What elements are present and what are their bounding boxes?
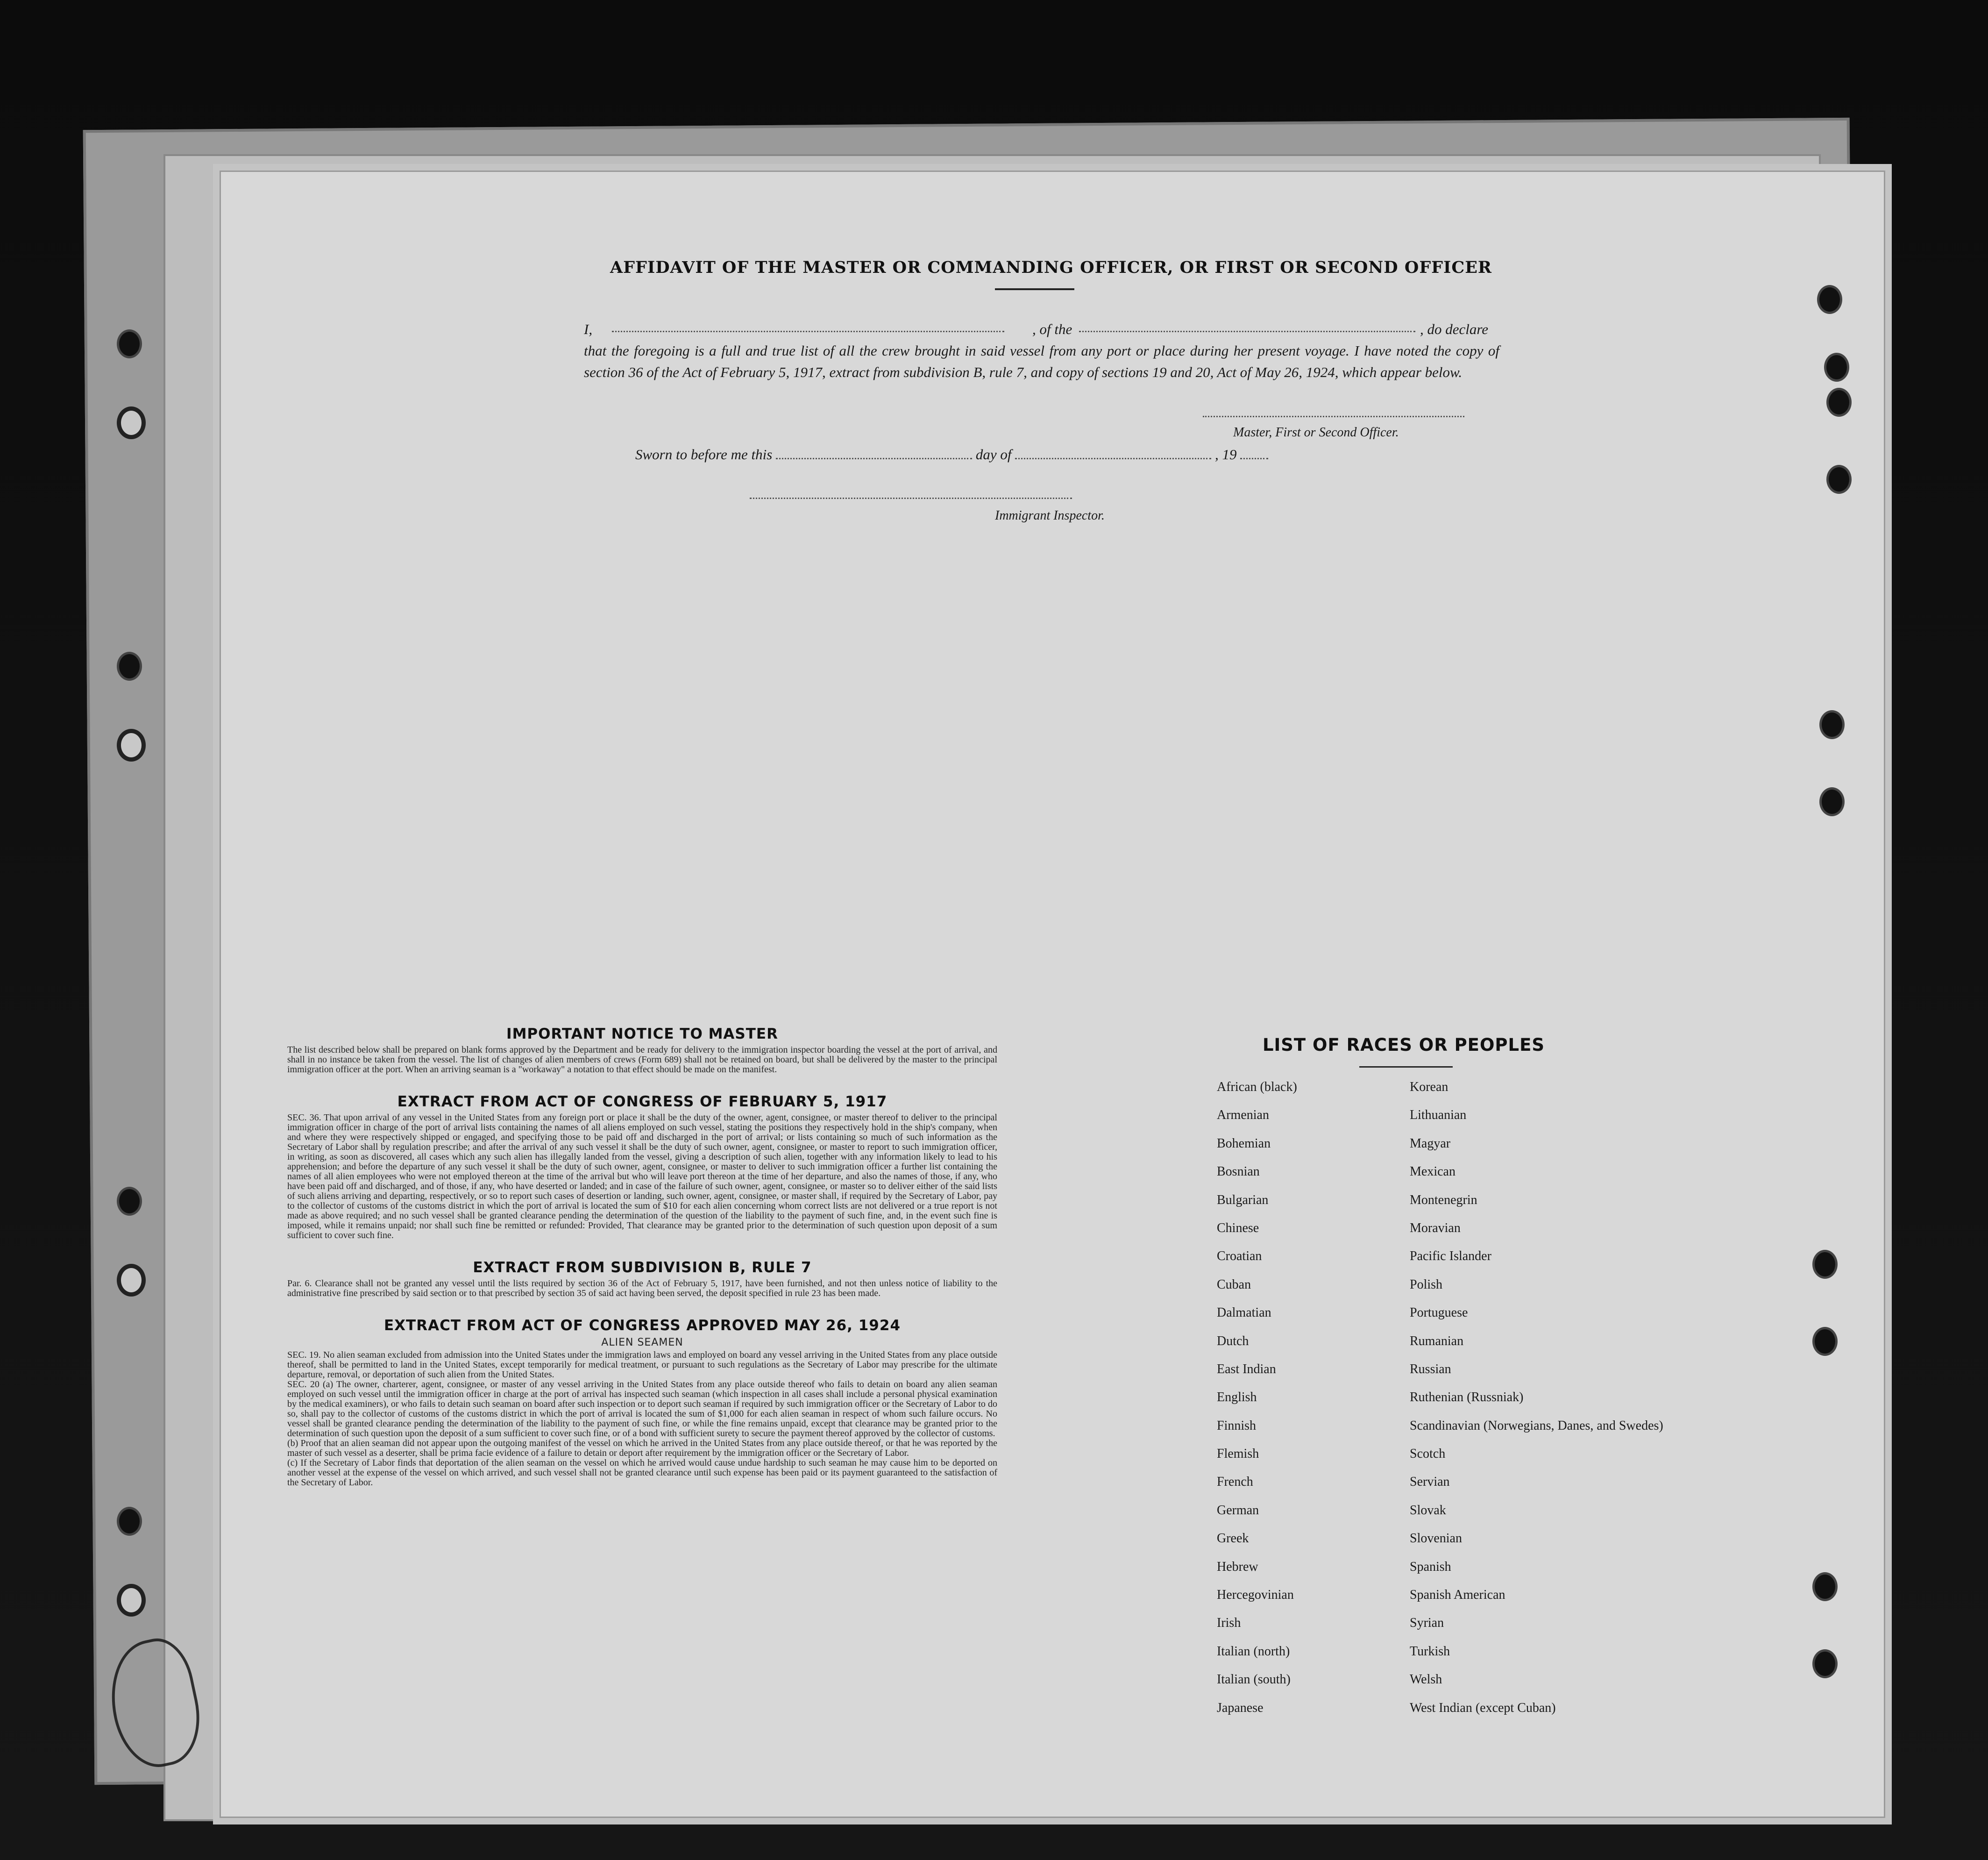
race-item: Italian (south) — [1217, 1672, 1291, 1687]
race-item: Pacific Islander — [1410, 1249, 1491, 1264]
race-item: Moravian — [1410, 1220, 1461, 1235]
of-the-label: , of the — [1032, 321, 1072, 337]
day-of-label: day of — [975, 446, 1012, 463]
race-item: Montenegrin — [1410, 1192, 1477, 1207]
extract-1924-sec20c: (c) If the Secretary of Labor finds that deportation of the alien seaman on the vessel on which he arrived would cause undue hardship to such seaman he may cause him to be deported on another vessel at the expense of the vessel on which arrived, and such vessel shall not be granted clearance until such expense has been paid or its payment guaranteed to the satisfaction of the Secretary of Labor. — [287, 1458, 997, 1488]
race-item: Hercegovinian — [1217, 1588, 1294, 1603]
races-underline — [1359, 1066, 1453, 1068]
race-item: Italian (north) — [1217, 1644, 1290, 1659]
extract-1917-title: EXTRACT FROM ACT OF CONGRESS OF FEBRUARY 5, 1917 — [397, 1093, 888, 1110]
extract-1924-subtitle: ALIEN SEAMEN — [601, 1337, 683, 1348]
notices-column — [287, 1026, 997, 1488]
affidavit-body: that the foregoing is a full and true list of all the crew brought in said vessel from any port or place during her present voyage. I have noted the copy of section 36 of the Act of February 5, 1917, extract from subdivision B, rule 7, and copy of sections 19 and 20, Act of May 26, 1924, which appear below. — [584, 342, 1499, 380]
race-item: Greek — [1217, 1531, 1249, 1546]
race-item: Spanish American — [1410, 1588, 1505, 1603]
race-item: West Indian (except Cuban) — [1410, 1700, 1556, 1715]
race-item: Japanese — [1217, 1700, 1264, 1715]
notice-title: IMPORTANT NOTICE TO MASTER — [506, 1026, 778, 1042]
inspector-signature-line[interactable] — [750, 498, 1072, 499]
race-item: Croatian — [1217, 1249, 1262, 1264]
sworn-line — [635, 446, 1268, 463]
declaration-line — [584, 319, 1499, 340]
extract-rule7-title: EXTRACT FROM SUBDIVISION B, RULE 7 — [473, 1259, 812, 1276]
extract-1924-sec19: SEC. 19. No alien seaman excluded from admission into the United States under the immigration laws and employed on board any vessel arriving in the United States from any place outside thereof, shall be permitted to land in the United States, except temporarily for medical treatment, or pursuant to such regulations as the Secretary of Labor may prescribe for the ultimate departure, removal, or deportation of such alien from the United States. — [287, 1350, 997, 1380]
i-label: I, — [584, 321, 593, 337]
title-underline — [995, 288, 1074, 290]
race-item: Korean — [1410, 1080, 1448, 1094]
race-item: Bulgarian — [1217, 1192, 1269, 1207]
race-item: Scotch — [1410, 1447, 1446, 1461]
extract-1917-body: SEC. 36. That upon arrival of any vessel in the United States from any foreign port or place it shall be the duty of the owner, agent, consignee, or master thereof to deliver to the principal immigration officer in charge of the port of arrival lists containing the names of all aliens employed on such vessel, stating the positions they respectively hold in the ship's company, when and where they were respectively shipped or engaged, and specifying those to be paid off and discharged in the port of arrival; or lists containing so much of such information as the Secretary of Labor shall by regulation prescribe; and after the arrival of any such vessel it shall be the duty of such owner, agent, consignee, or master to report to such immigration officer, in writing, as soon as discovered, all cases which any such alien has illegally landed from the vessel, giving a description of such alien, together with any information likely to lead to his apprehension; and before the departure of any such vessel it shall be the duty of such owner, agent, consignee, or master to deliver to such immigration officer a further list containing the names of all alien employees who were not employed thereon at the time of the arrival but who will leave port thereon at the time of her departure, and also the names of those, if any, who have been paid off and discharged, and of those, if any, who have deserted or landed; and in case of the failure of such owner, agent, consignee, or master so to deliver either of the said lists of such aliens arriving and departing, respectively, or so to report such cases of desertion or landing, such owner, agent, consignee, or master shall, if required by the Secretary of Labor, pay to the collector of customs of the customs district in which the port of arrival is located the sum of $10 for each alien concerning whom correct lists are not delivered or a true report is not made as above required; and no such vessel shall be granted clearance pending the determination of the question of the liability to the payment of such fine, and, in the event such fine is imposed, while it remains unpaid; nor shall such fine be remitted or refunded: Provided, That clearance may be granted prior to the determination of such question upon deposit of a sum sufficient to cover such fine. — [287, 1112, 997, 1240]
sworn-year-field[interactable] — [1240, 448, 1268, 459]
race-item: Mexican — [1410, 1164, 1456, 1179]
race-item: Rumanian — [1410, 1333, 1464, 1348]
race-item: Magyar — [1410, 1136, 1451, 1151]
race-item: German — [1217, 1503, 1259, 1518]
race-item: Scandinavian (Norwegians, Danes, and Swedes) — [1410, 1418, 1663, 1433]
race-item: Slovenian — [1410, 1531, 1462, 1546]
notice-body: The list described below shall be prepared on blank forms approved by the Department and be ready for delivery to the immigration inspector boarding the vessel at the port of arrival, and shall in no instance be taken from the vessel. The list of changes of alien members of crews (Form 689) shall not be retained on board, but shall be delivered by the master to the principal immigration officer at the port. When an arriving seaman is a "workaway" a notation to that effect should be made on the manifest. — [287, 1045, 997, 1075]
races-column-2 — [1410, 1080, 1671, 1729]
inspector-label: Immigrant Inspector. — [995, 508, 1105, 523]
race-item: East Indian — [1217, 1361, 1276, 1376]
races-title: LIST OF RACES OR PEOPLES — [1262, 1035, 1545, 1055]
race-item: Welsh — [1410, 1672, 1442, 1687]
affidavit-title: AFFIDAVIT OF THE MASTER OR COMMANDING OFFICER, OR FIRST OR SECOND OFFICER — [610, 258, 1492, 277]
sworn-prefix: Sworn to before me this — [635, 446, 773, 463]
race-item: Slovak — [1410, 1503, 1446, 1518]
race-item: Chinese — [1217, 1220, 1259, 1235]
race-item: Finnish — [1217, 1418, 1257, 1433]
do-declare-label: , do declare — [1420, 321, 1489, 337]
race-item: Cuban — [1217, 1277, 1251, 1292]
sworn-month-field[interactable] — [1015, 448, 1211, 459]
race-item: Dalmatian — [1217, 1305, 1271, 1320]
race-item: Flemish — [1217, 1447, 1259, 1461]
affidavit-block — [584, 319, 1499, 383]
race-item: Ruthenian (Russniak) — [1410, 1390, 1524, 1405]
race-item: French — [1217, 1475, 1253, 1489]
signature-label: Master, First or Second Officer. — [1233, 425, 1399, 440]
race-item: Servian — [1410, 1475, 1450, 1489]
race-item: Bohemian — [1217, 1136, 1271, 1151]
race-item: Syrian — [1410, 1616, 1444, 1631]
year-prefix: , 19 — [1214, 446, 1237, 463]
race-item: Bosnian — [1217, 1164, 1260, 1179]
name-field[interactable] — [612, 321, 1004, 332]
race-item: Irish — [1217, 1616, 1241, 1631]
race-item: Polish — [1410, 1277, 1443, 1292]
race-item: African (black) — [1217, 1080, 1297, 1094]
race-item: Turkish — [1410, 1644, 1450, 1659]
extract-1924-title: EXTRACT FROM ACT OF CONGRESS APPROVED MAY 26, 1924 — [383, 1317, 901, 1334]
race-item: Hebrew — [1217, 1559, 1258, 1574]
master-signature-line[interactable] — [1203, 416, 1464, 417]
extract-1924-sec20a: SEC. 20 (a) The owner, charterer, agent, consignee, or master of any vessel arriving in the United States from any place outside thereof who fails to detain on board any alien seaman employed on such vessel until the immigration officer in charge at the port of arrival has inspected such seaman (which inspection in all cases shall include a personal physical examination by the medical examiners), or who fails to detain such seaman on board after such inspection or to deport such seaman if required by such immigration officer or the Secretary of Labor to do so, shall pay to the collector of customs of the customs district in which the port of arrival is located the sum of $1,000 for each alien seaman in respect of whom such failure occurs. No vessel shall be granted clearance pending the determination of the liability to the payment of such fine, or while the fine remains unpaid, except that clearance may be granted prior to the determination of such question upon the deposit of a sum sufficient to cover such fine, or of a bond with sufficient surety to secure the payment thereof approved by the collector of customs. — [287, 1379, 997, 1439]
race-item: Lithuanian — [1410, 1108, 1467, 1123]
race-item: Spanish — [1410, 1559, 1451, 1574]
race-item: Portuguese — [1410, 1305, 1468, 1320]
extract-rule7-body: Par. 6. Clearance shall not be granted any vessel until the lists required by section 36 of the Act of February 5, 1917, have been furnished, and not then unless notice of liability to the administrative fine prescribed by said section or to that prescribed by section 35 of said act having been served, the deposit specified in rule 23 has been made. — [287, 1278, 997, 1298]
race-item: Dutch — [1217, 1333, 1249, 1348]
extract-1924-sec20b: (b) Proof that an alien seaman did not appear upon the outgoing manifest of the vessel on which he arrived in the United States from any place outside thereof, or that he was reported by the master of such vessel as a deserter, shall be prima facie evidence of a failure to detain or deport after requirement by the immigration officer or the Secretary of Labor. — [287, 1438, 997, 1458]
vessel-field[interactable] — [1079, 321, 1415, 332]
sworn-day-field[interactable] — [776, 448, 972, 459]
race-item: Russian — [1410, 1361, 1451, 1376]
race-item: English — [1217, 1390, 1257, 1405]
race-item: Armenian — [1217, 1108, 1269, 1123]
